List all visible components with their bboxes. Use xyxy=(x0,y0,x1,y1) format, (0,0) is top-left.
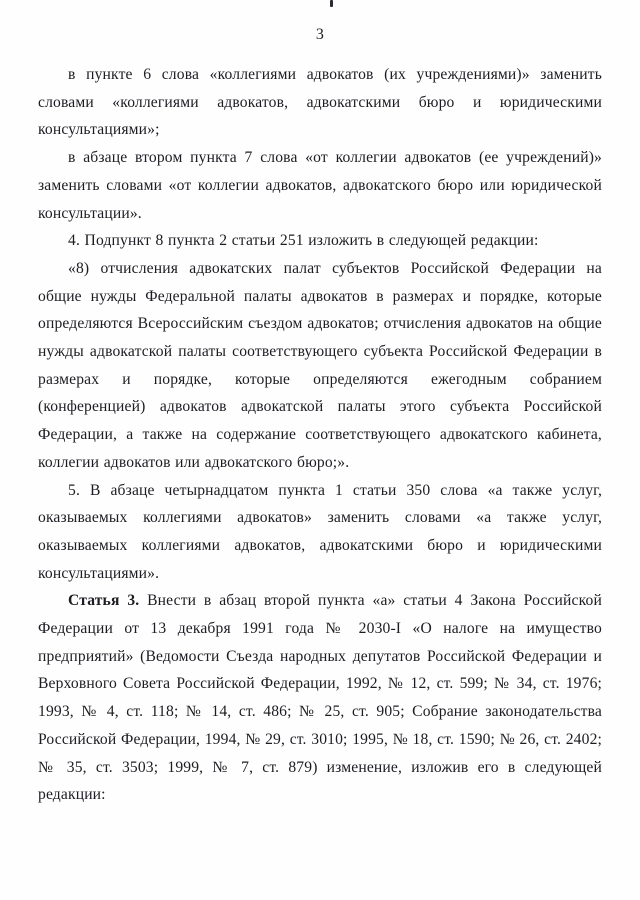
paragraph-bold-lead: Статья 3. xyxy=(68,592,140,610)
paragraph: Статья 3. Внести в абзац второй пункта «а» статьи 4 Закона Российской Федерации от 13 декабря 1991 года № 2030-I «О налоге на имущество предприятий» (Ведомости Съезда народных депутатов Российской Федерации и Верховного Совета Российской Федерации, 1992, № 12, ст. 599; № 34, ст. 1976; 1993, № 4, ст. 118; № 14, ст. 486; № 25, ст. 905; Собрание законодательства Российской Федерации, 1994, № 29, ст. 3010; 1995, № 18, ст. 1590; № 26, ст. 2402; № 35, ст. 3503; 1999, № 7, ст. 879) изменение, изложив его в следующей редакции: xyxy=(38,592,602,804)
paragraph: в абзаце втором пункта 7 слова «от коллегии адвокатов (ее учреждений)» заменить словами «от коллегии адвокатов, адвокатского бюро или юридической консультации». xyxy=(38,149,602,222)
page-number: 3 xyxy=(315,26,325,43)
scan-artifact-mark xyxy=(330,0,333,7)
paragraph: 5. В абзаце четырнадцатом пункта 1 статьи 350 слова «а также услуг, оказываемых коллегиями адвокатов» заменить словами «а также услуг, оказываемых коллегиями адвокатов, адвокатскими бюро и юридическими консультациями». xyxy=(38,481,602,582)
paragraph: в пункте 6 слова «коллегиями адвокатов (их учреждениями)» заменить словами «коллегиями адвокатов, адвокатскими бюро и юридическими консультациями»; xyxy=(38,66,602,139)
paragraph: 4. Подпункт 8 пункта 2 статьи 251 изложить в следующей редакции: xyxy=(68,232,539,250)
document-paragraphs xyxy=(38,61,602,809)
paragraph: «8) отчисления адвокатских палат субъектов Российской Федерации на общие нужды Федеральной палаты адвокатов в размерах и порядке, которые определяются Всероссийским съездом адвокатов; отчисления адвокатов на общие нужды адвокатской палаты соответствующего субъекта Российской Федерации в размерах и порядке, которые определяются ежегодным собранием (конференцией) адвокатов адвокатской палаты этого субъекта Российской Федерации, а также на содержание соответствующего адвокатского кабинета, коллегии адвокатов или адвокатского бюро;». xyxy=(38,259,602,471)
